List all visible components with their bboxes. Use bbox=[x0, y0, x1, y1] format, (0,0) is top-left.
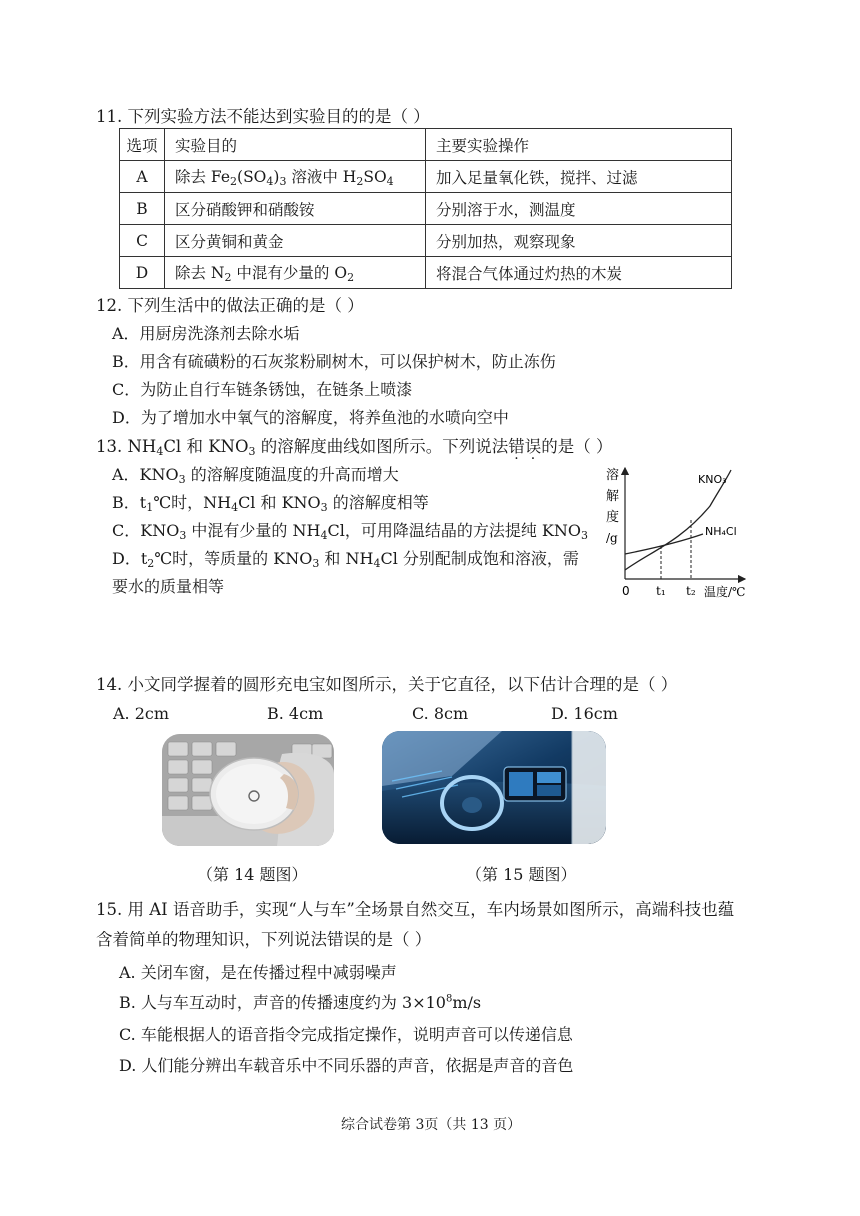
row-option: D bbox=[120, 257, 165, 289]
q15-stem-line2: 含着简单的物理知识，下列说法错误的是（ ） bbox=[96, 930, 432, 949]
header-purpose: 实验目的 bbox=[165, 129, 426, 161]
row-purpose: 区分硝酸钾和硝酸铵 bbox=[165, 193, 426, 225]
table-row bbox=[120, 225, 732, 257]
row-option: B bbox=[120, 193, 165, 225]
ylabel-3: 度 bbox=[606, 510, 620, 525]
t2-label: t₂ bbox=[686, 584, 696, 598]
q15-figure-caption: （第 15 题图） bbox=[466, 865, 577, 884]
q15-option-a: A. 关闭车窗，是在传播过程中减弱噪声 bbox=[119, 963, 397, 982]
row-option: C bbox=[120, 225, 165, 257]
nh4cl-label: NH₄Cl bbox=[705, 525, 737, 538]
row-purpose: 除去 $N_2$ 中混有少量的 $O_2$ bbox=[165, 257, 426, 289]
q15-option-b: B. 人与车互动时，声音的传播速度约为 $3\times 10^8m/s$ bbox=[119, 993, 482, 1012]
solubility-graph bbox=[600, 462, 760, 604]
ylabel-1: 溶 bbox=[606, 468, 620, 483]
q14-figure-photo bbox=[162, 734, 334, 846]
table-header-row bbox=[120, 129, 732, 161]
q14-option-d: D. 16cm bbox=[551, 704, 618, 723]
q15-figure-photo bbox=[382, 731, 606, 844]
q13-option-c: C．$KNO_3$ 中混有少量的 $NH_4Cl$，可用降温结晶的方法提纯 $KNO_3$ bbox=[112, 521, 588, 542]
xlabel: 温度/℃ bbox=[704, 585, 746, 599]
row-purpose: 除去 $Fe_2(SO_4)_3$ 溶液中 $H_2SO_4$ bbox=[165, 161, 426, 193]
kno3-label: KNO₃ bbox=[698, 473, 727, 486]
q12-option-b: B．用含有硫磺粉的石灰浆粉刷树木，可以保护树木，防止冻伤 bbox=[112, 352, 556, 371]
page-footer: 综合试卷第 3页（共 13 页） bbox=[341, 1117, 522, 1133]
header-operation: 主要实验操作 bbox=[426, 129, 732, 161]
table-row bbox=[120, 257, 732, 289]
row-operation: 分别加热，观察现象 bbox=[426, 225, 732, 257]
q15-option-d: D. 人们能分辨出车载音乐中不同乐器的声音，依据是声音的音色 bbox=[119, 1056, 574, 1075]
q12-option-c: C．为防止自行车链条锈蚀，在链条上喷漆 bbox=[112, 380, 413, 399]
q14-figure-caption: （第 14 题图） bbox=[197, 865, 308, 884]
q14-option-b: B. 4cm bbox=[267, 704, 324, 723]
q12-stem: 12. 下列生活中的做法正确的是（ ） bbox=[96, 296, 364, 315]
q14-stem: 14. 小文同学握着的圆形充电宝如图所示，关于它直径，以下估计合理的是（ ） bbox=[96, 675, 678, 694]
table-row bbox=[120, 161, 732, 193]
page-total: 13 bbox=[470, 1117, 489, 1133]
row-operation: 将混合气体通过灼热的木炭 bbox=[426, 257, 732, 289]
q14-option-c: C. 8cm bbox=[412, 704, 469, 723]
q13-option-a: A．$KNO_3$ 的溶解度随温度的升高而增大 bbox=[112, 465, 399, 486]
q13-stem: 13. $NH_4Cl$ 和 $KNO_3$ 的溶解度曲线如图所示。下列说法错误的是（ ） bbox=[96, 437, 613, 458]
q15-stem-line1: 15. 用 AI 语音助手，实现“人与车”全场景自然交互，车内场景如图所示，高端科技也蕴 bbox=[96, 900, 735, 919]
row-operation: 分别溶于水，测温度 bbox=[426, 193, 732, 225]
ylabel-4: /g bbox=[606, 531, 618, 545]
q12-option-a: A．用厨房洗涤剂去除水垢 bbox=[112, 324, 300, 343]
origin-label: 0 bbox=[622, 584, 630, 598]
q14-option-a: A. 2cm bbox=[113, 704, 170, 723]
q15-option-c: C. 车能根据人的语音指令完成指定操作，说明声音可以传递信息 bbox=[119, 1025, 573, 1044]
q11-table bbox=[119, 128, 732, 289]
powerbank-image bbox=[162, 734, 334, 846]
t1-label: t₁ bbox=[656, 584, 666, 598]
q13-option-b: B．$t_1℃$时，$NH_4Cl$ 和 $KNO_3$ 的溶解度相等 bbox=[112, 493, 429, 514]
row-option: A bbox=[120, 161, 165, 193]
row-operation: 加入足量氧化铁，搅拌、过滤 bbox=[426, 161, 732, 193]
q12-option-d: D．为了增加水中氧气的溶解度，将养鱼池的水喷向空中 bbox=[112, 408, 509, 427]
q13-option-d: D．$t_2℃$时，等质量的 $KNO_3$ 和 $NH_4Cl$ 分别配制成饱和溶液，需 bbox=[112, 549, 579, 570]
car-interior-image bbox=[382, 731, 606, 844]
header-option: 选项 bbox=[120, 129, 165, 161]
q13-option-d-cont: 要水的质量相等 bbox=[112, 577, 225, 596]
table-row bbox=[120, 193, 732, 225]
ylabel-2: 解 bbox=[606, 489, 620, 504]
page-number: 3 bbox=[415, 1117, 425, 1133]
row-purpose: 区分黄铜和黄金 bbox=[165, 225, 426, 257]
q11-stem: 11. 下列实验方法不能达到实验目的的是（ ） bbox=[96, 107, 430, 126]
